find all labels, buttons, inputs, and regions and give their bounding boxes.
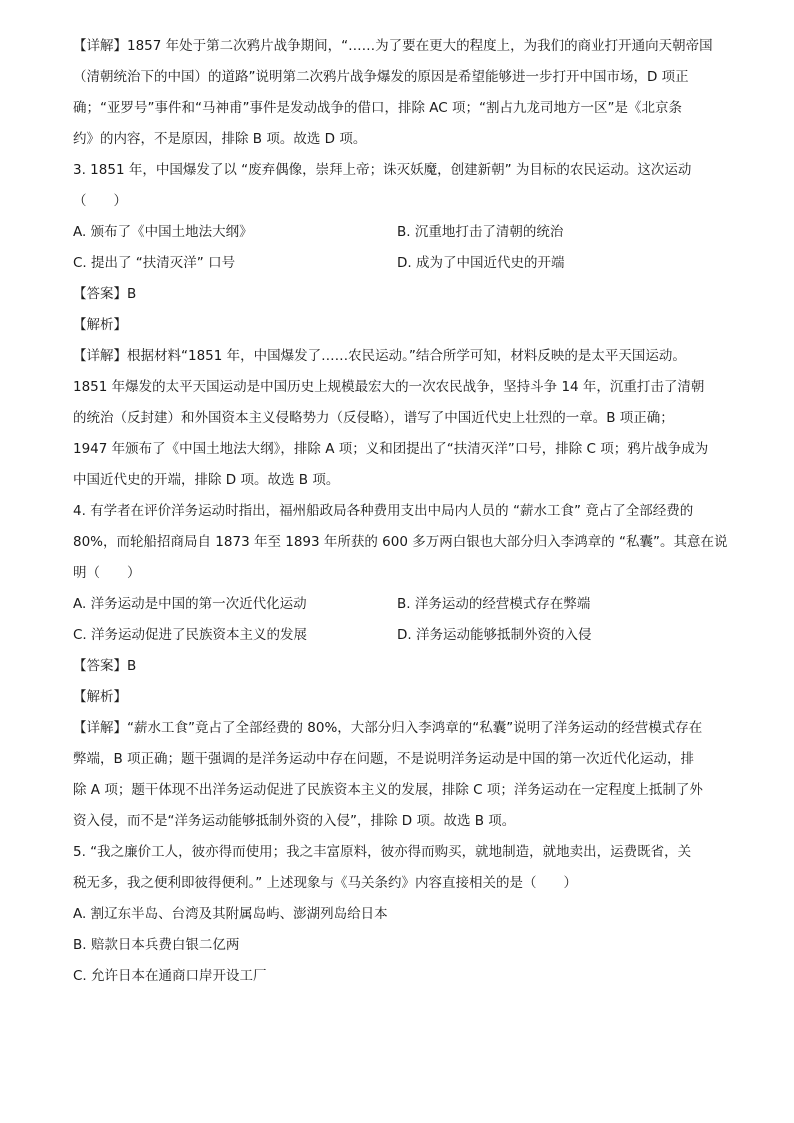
q3-option-c: C. 提出了 “扶清灭洋” 口号 <box>73 255 236 271</box>
q4-stem-line-3: 明（ ） <box>73 565 141 581</box>
q4-option-d: D. 洋务运动能够抵制外资的入侵 <box>397 627 592 643</box>
q5-option-c: C. 允许日本在通商口岸开设工厂 <box>73 968 267 984</box>
q4-option-a: A. 洋务运动是中国的第一次近代化运动 <box>73 596 307 612</box>
q3-detail-line-5: 中国近代史的开端，排除 D 项。故选 B 项。 <box>73 472 340 488</box>
q5-option-b: B. 赔款日本兵费白银二亿两 <box>73 937 240 953</box>
q5-option-a: A. 割辽东半岛、台湾及其附属岛屿、澎湖列岛给日本 <box>73 906 388 922</box>
q4-stem-line-1: 4. 有学者在评价洋务运动时指出，福州船政局各种费用支出中局内人员的 “薪水工食” 竟占了全部经费的 <box>73 503 694 519</box>
q2-detail-line-4: 约》的内容，不是原因，排除 B 项。故选 D 项。 <box>73 131 367 147</box>
q4-analysis-heading: 【解析】 <box>73 689 127 705</box>
q4-detail-line-3: 除 A 项；题干体现不出洋务运动促进了民族资本主义的发展，排除 C 项；洋务运动在一定程度上抵制了外 <box>73 782 703 798</box>
q2-detail-line-3: 确；“亚罗号”事件和“马神甫”事件是发动战争的借口，排除 AC 项；“割占九龙司地方一区”是《北京条 <box>73 100 682 116</box>
q5-stem-line-1: 5. “我之廉价工人，彼亦得而使用；我之丰富原料，彼亦得而购买，就地制造，就地卖出，运费既省，关 <box>73 844 692 860</box>
q3-option-d: D. 成为了中国近代史的开端 <box>397 255 565 271</box>
q3-detail-line-3: 的统治（反封建）和外国资本主义侵略势力（反侵略），谱写了中国近代史上壮烈的一章。B 项正确； <box>73 410 674 426</box>
q3-detail-line-4: 1947 年颁布了《中国土地法大纲》，排除 A 项；义和团提出了“扶清灭洋”口号，排除 C 项；鸦片战争成为 <box>73 441 709 457</box>
q3-detail-line-2: 1851 年爆发的太平天国运动是中国历史上规模最宏大的一次农民战争，坚持斗争 14 年，沉重打击了清朝 <box>73 379 705 395</box>
q3-analysis-heading: 【解析】 <box>73 317 127 333</box>
q4-stem-line-2: 80%，而轮船招商局自 1873 年至 1893 年所获的 600 多万两白银也大部分归入李鸿章的 “私囊”。其意在说 <box>73 534 728 550</box>
q2-detail-line-1: 【详解】1857 年处于第二次鸦片战争期间，“……为了要在更大的程度上，为我们的商业打开通向天朝帝国 <box>73 38 713 54</box>
q5-stem-line-2: 税无多，我之便利即彼得便利。” 上述现象与《马关条约》内容直接相关的是（ ） <box>73 875 578 891</box>
q3-stem-line-1: 3. 1851 年，中国爆发了以 “废弃偶像，崇拜上帝；诛灭妖魔，创建新朝” 为目标的农民运动。这次运动 <box>73 162 692 178</box>
q4-option-c: C. 洋务运动促进了民族资本主义的发展 <box>73 627 308 643</box>
q3-stem-line-2: （ ） <box>73 193 127 209</box>
q3-option-b: B. 沉重地打击了清朝的统治 <box>397 224 564 240</box>
q3-answer: 【答案】B <box>73 286 137 302</box>
q4-detail-line-1: 【详解】“薪水工食”竟占了全部经费的 80%，大部分归入李鸿章的“私囊”说明了洋务运动的经营模式存在 <box>73 720 703 736</box>
q4-option-b: B. 洋务运动的经营模式存在弊端 <box>397 596 591 612</box>
q4-detail-line-4: 资入侵，而不是“洋务运动能够抵制外资的入侵”，排除 D 项。故选 B 项。 <box>73 813 516 829</box>
q3-option-a: A. 颁布了《中国土地法大纲》 <box>73 224 253 240</box>
q3-detail-line-1: 【详解】根据材料“1851 年，中国爆发了……农民运动。”结合所学可知，材料反映的是太平天国运动。 <box>73 348 686 364</box>
q4-detail-line-2: 弊端，B 项正确；题干强调的是洋务运动中存在问题，不是说明洋务运动是中国的第一次近代化运动，排 <box>73 751 695 767</box>
q4-answer: 【答案】B <box>73 658 137 674</box>
q2-detail-line-2: （清朝统治下的中国）的道路”说明第二次鸦片战争爆发的原因是希望能够进一步打开中国市场，D 项正 <box>73 69 689 85</box>
